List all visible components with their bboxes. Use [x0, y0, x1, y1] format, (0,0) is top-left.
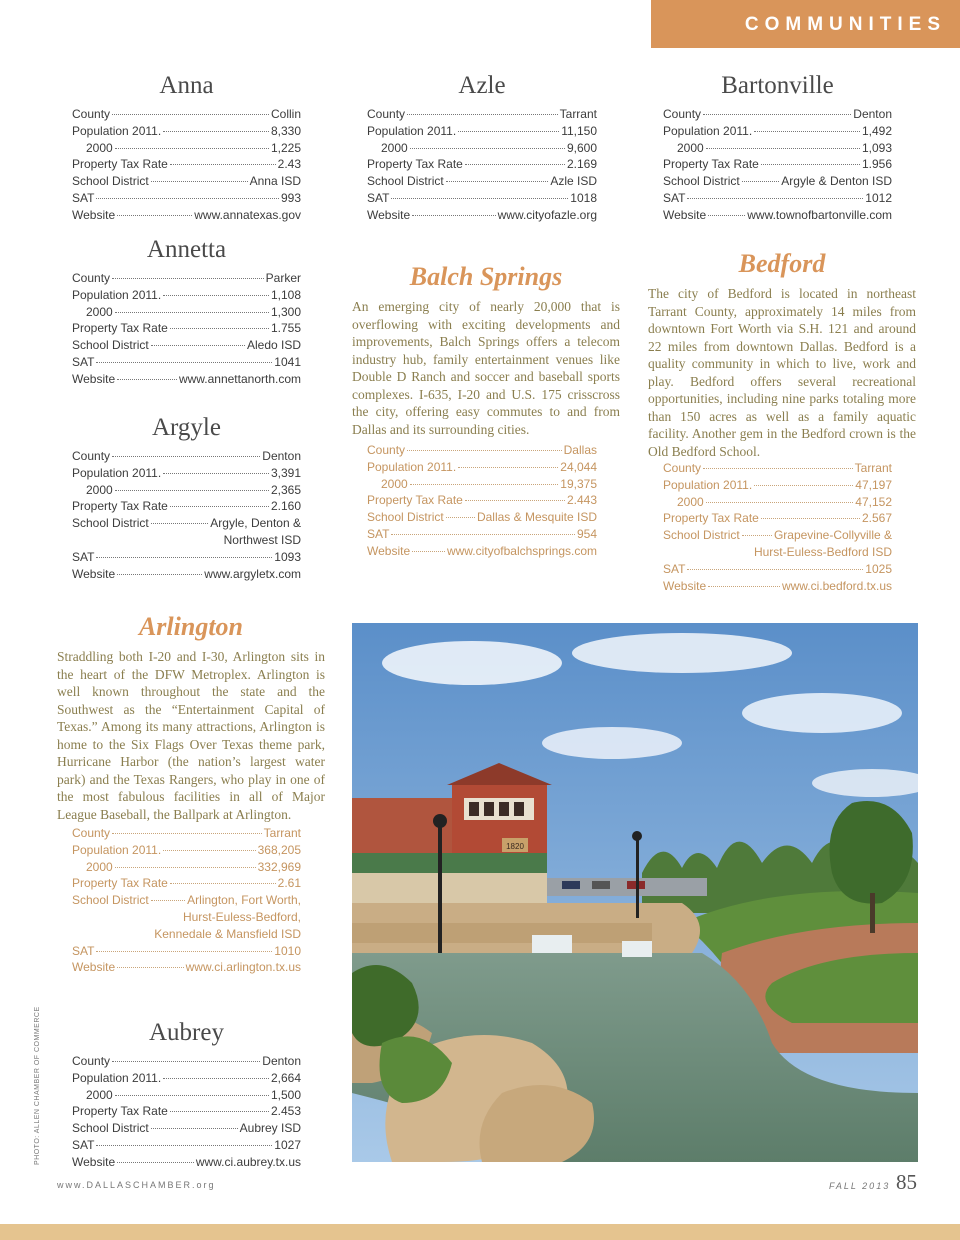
- fact-row: [367, 492, 597, 509]
- fact-value: 8,330: [270, 123, 301, 138]
- dot-leader: [412, 215, 495, 216]
- fact-value: Denton: [262, 449, 301, 463]
- dot-leader: [151, 345, 245, 346]
- fact-row: [72, 190, 301, 207]
- facts-list: [72, 106, 301, 224]
- fact-value: Aledo ISD: [246, 338, 301, 353]
- fact-value: www.cityofazle.org: [497, 207, 597, 222]
- dot-leader: [112, 278, 264, 279]
- fact-value-continued: Northwest ISD: [223, 532, 301, 547]
- fact-value: 2.169: [566, 157, 597, 172]
- fact-value: www.ci.bedford.tx.us: [781, 578, 892, 593]
- fact-label: Website: [367, 207, 411, 222]
- fact-label: 2000: [381, 140, 408, 155]
- fact-label: Property Tax Rate: [663, 157, 759, 172]
- dot-leader: [708, 215, 745, 216]
- photo-credit: PHOTO: ALLEN CHAMBER OF COMMERCE: [34, 1006, 41, 1165]
- dot-leader: [115, 312, 269, 313]
- dot-leader: [170, 506, 269, 507]
- dot-leader: [687, 569, 863, 570]
- dot-leader: [754, 485, 853, 486]
- fact-row: [72, 270, 301, 287]
- fact-value: Tarrant: [559, 107, 597, 121]
- fact-row: [663, 460, 892, 477]
- dot-leader: [96, 951, 272, 952]
- fact-value: Denton: [262, 1054, 301, 1068]
- fact-label: 2000: [86, 859, 113, 874]
- community-title: Aubrey: [149, 1019, 224, 1046]
- facts-list: [663, 460, 892, 594]
- fact-row: [72, 549, 301, 566]
- fact-row: [367, 123, 597, 140]
- fact-value: www.annatexas.gov: [194, 207, 301, 222]
- fact-row: [72, 515, 301, 532]
- fact-row: [663, 207, 892, 224]
- dot-leader: [96, 557, 272, 558]
- dot-leader: [112, 1061, 260, 1062]
- fact-label: Property Tax Rate: [367, 493, 463, 508]
- fact-label: Population 2011.: [663, 477, 753, 492]
- community-annetta: [72, 236, 301, 388]
- fact-label: Property Tax Rate: [72, 1104, 168, 1119]
- fact-value-continued: Hurst-Euless-Bedford ISD: [753, 544, 892, 559]
- fact-label: Website: [72, 960, 116, 975]
- fact-row: [367, 476, 597, 493]
- dot-leader: [151, 181, 248, 182]
- fact-value: Aubrey ISD: [239, 1121, 301, 1136]
- fact-row: [367, 106, 597, 123]
- footer-url: www.DALLASCHAMBER.org: [57, 1180, 216, 1190]
- fact-row: [72, 566, 301, 583]
- fact-label: County: [663, 461, 702, 475]
- community-title: Annetta: [146, 236, 227, 263]
- fact-label: Website: [663, 578, 707, 593]
- fact-row: [367, 207, 597, 224]
- facts-list: [72, 270, 301, 388]
- dot-leader: [170, 1111, 269, 1112]
- fact-value: 1025: [865, 561, 892, 576]
- fact-row: [72, 320, 301, 337]
- fact-row: [367, 140, 597, 157]
- fact-value: 47,152: [855, 494, 892, 509]
- fact-value: 954: [576, 526, 597, 541]
- fact-label: SAT: [367, 190, 390, 205]
- fact-value: Anna ISD: [249, 174, 301, 189]
- fact-value: 1,492: [861, 123, 892, 138]
- fact-value: 2.443: [566, 493, 597, 508]
- fact-label: Population 2011.: [72, 842, 162, 857]
- dot-leader: [407, 114, 558, 115]
- dot-leader: [708, 586, 780, 587]
- fact-label: Property Tax Rate: [367, 157, 463, 172]
- fact-row: [72, 825, 301, 842]
- fact-row: [663, 494, 892, 511]
- fact-value: Grapevine-Collyville &: [773, 528, 892, 543]
- dot-leader: [117, 215, 192, 216]
- dot-leader: [96, 198, 279, 199]
- fact-label: Property Tax Rate: [663, 511, 759, 526]
- fact-label: SAT: [72, 943, 95, 958]
- fact-row: [72, 287, 301, 304]
- fact-label: 2000: [677, 494, 704, 509]
- fact-value: Denton: [853, 107, 892, 121]
- fact-value: 1010: [274, 943, 301, 958]
- dot-leader: [117, 574, 202, 575]
- dot-leader: [151, 523, 209, 524]
- fact-row: [367, 526, 597, 543]
- community-arlington: [57, 612, 325, 976]
- fact-row: [72, 354, 301, 371]
- fact-row: [367, 509, 597, 526]
- fact-value: 47,197: [855, 477, 892, 492]
- community-description: The city of Bedford is located in northeast Tarrant County, approximately 14 miles from downtown Fort Worth via S.H. 121 and around 22 miles from downtown Dallas. Bedford is a quality community in which to live, work and play. Bedford offers several recreational opportunities, including nine parks totaling more than 150 acres as well as a family aquatic facility. Another gem in the Bedford crown is the Old Bedford School.: [648, 286, 916, 459]
- fact-row: [663, 140, 892, 157]
- fact-label: Website: [72, 207, 116, 222]
- fact-row: [72, 1120, 301, 1137]
- footer-issue: FALL 2013: [829, 1181, 891, 1191]
- fact-label: Population 2011.: [367, 123, 457, 138]
- fact-label: SAT: [72, 190, 95, 205]
- fact-label: County: [367, 107, 406, 121]
- fact-value: Arlington, Fort Worth,: [187, 893, 301, 908]
- fact-row: [663, 544, 892, 561]
- dot-leader: [112, 114, 269, 115]
- fact-row: [72, 959, 301, 976]
- building-sign: 1820: [506, 842, 524, 851]
- facts-list: [367, 106, 597, 224]
- fact-value: 332,969: [257, 859, 301, 874]
- dot-leader: [117, 967, 183, 968]
- dot-leader: [163, 473, 269, 474]
- fact-value: 368,205: [257, 842, 301, 857]
- fact-label: Website: [367, 543, 411, 558]
- community-description: An emerging city of nearly 20,000 that is overflowing with exciting developments and improvements, Balch Springs offers a telecom industry hub, family entertainment venues like Double D Ranch and soccer and baseball sports complexes. I-635, I-20 and U.S. 175 crisscross the city, offering easy commutes to and from Dallas and its surrounding cities.: [352, 299, 620, 437]
- fact-row: [72, 207, 301, 224]
- dot-leader: [115, 148, 269, 149]
- fact-value: Collin: [270, 107, 301, 121]
- fact-label: School District: [367, 510, 444, 525]
- fact-label: School District: [663, 174, 740, 189]
- community-balch-springs: [352, 262, 620, 560]
- fact-value: www.cityofbalchsprings.com: [446, 543, 597, 558]
- dot-leader: [761, 518, 860, 519]
- fact-row: [367, 459, 597, 476]
- fact-label: 2000: [86, 140, 113, 155]
- fact-row: [72, 337, 301, 354]
- dot-leader: [163, 1078, 269, 1079]
- fact-value: Dallas: [563, 443, 597, 457]
- fact-label: County: [72, 271, 111, 285]
- fact-row: [72, 371, 301, 388]
- fact-label: Website: [72, 566, 116, 581]
- fact-row: [72, 1103, 301, 1120]
- community-title: Bedford: [738, 249, 826, 278]
- page-number: 85: [896, 1170, 917, 1194]
- fact-row: [663, 527, 892, 544]
- fact-label: Website: [663, 207, 707, 222]
- fact-value: Tarrant: [263, 826, 301, 840]
- dot-leader: [706, 502, 854, 503]
- fact-label: Population 2011.: [72, 287, 162, 302]
- dot-leader: [170, 164, 276, 165]
- dot-leader: [115, 867, 256, 868]
- dot-leader: [410, 148, 565, 149]
- community-aubrey: [72, 1019, 301, 1171]
- fact-label: School District: [72, 516, 149, 531]
- fact-row: [72, 106, 301, 123]
- fact-label: 2000: [86, 1087, 113, 1102]
- fact-row: [72, 943, 301, 960]
- dot-leader: [687, 198, 863, 199]
- dot-leader: [742, 535, 772, 536]
- dot-leader: [391, 534, 575, 535]
- fact-label: County: [663, 107, 702, 121]
- fact-label: SAT: [367, 526, 390, 541]
- fact-label: 2000: [381, 476, 408, 491]
- dot-leader: [465, 500, 565, 501]
- community-title: Anna: [159, 72, 214, 99]
- fact-label: Property Tax Rate: [72, 876, 168, 891]
- dot-leader: [115, 490, 269, 491]
- dot-leader: [163, 131, 269, 132]
- dot-leader: [761, 164, 860, 165]
- fact-label: Website: [72, 1154, 116, 1169]
- community-argyle: [72, 414, 301, 582]
- fact-value: 2,664: [270, 1070, 301, 1085]
- fact-value: Azle ISD: [550, 174, 597, 189]
- fact-value: 1018: [570, 190, 597, 205]
- fact-label: County: [72, 826, 111, 840]
- fact-row: [72, 498, 301, 515]
- fact-row: [72, 123, 301, 140]
- fact-value: 1,108: [270, 287, 301, 302]
- fact-value: 9,600: [566, 140, 597, 155]
- fact-row: [663, 156, 892, 173]
- fact-row: [72, 859, 301, 876]
- dot-leader: [703, 114, 851, 115]
- fact-label: School District: [72, 893, 149, 908]
- community-description: Straddling both I-20 and I-30, Arlington sits in the heart of the DFW Metroplex. Arlington is well known throughout the state and the Southwest as the “Entertainment Capital of Texas.” Among its many attractions, Arlington is home to the Six Flags Over Texas theme park, Hurricane Harbor (the nation’s largest water park) and the Texas Rangers, who play in one of the most fabulous facilities in all of Major League Baseball, the Ballpark at Arlington.: [57, 649, 325, 822]
- fact-row: [72, 140, 301, 157]
- fact-row: [72, 1137, 301, 1154]
- fact-label: 2000: [86, 304, 113, 319]
- fact-row: [72, 926, 301, 943]
- dot-leader: [96, 362, 272, 363]
- facts-list: [72, 1053, 301, 1171]
- fact-row: [72, 465, 301, 482]
- fact-label: Property Tax Rate: [72, 157, 168, 172]
- community-bartonville: [663, 72, 892, 224]
- dot-leader: [391, 198, 568, 199]
- fact-label: Population 2011.: [72, 465, 162, 480]
- dot-leader: [754, 131, 860, 132]
- dot-leader: [458, 131, 559, 132]
- dot-leader: [112, 456, 260, 457]
- fact-label: SAT: [72, 549, 95, 564]
- community-title: Azle: [458, 72, 506, 99]
- fact-label: SAT: [663, 561, 686, 576]
- fact-label: SAT: [72, 354, 95, 369]
- dot-leader: [115, 1095, 269, 1096]
- dot-leader: [170, 883, 276, 884]
- fact-row: [72, 875, 301, 892]
- dot-leader: [112, 833, 262, 834]
- fact-label: County: [72, 107, 111, 121]
- facts-list: [663, 106, 892, 224]
- fact-label: School District: [72, 1121, 149, 1136]
- community-title: Balch Springs: [409, 262, 563, 291]
- fact-label: Population 2011.: [367, 459, 457, 474]
- section-header-tab: COMMUNITIES: [651, 0, 960, 48]
- fact-row: [367, 190, 597, 207]
- fact-label: Property Tax Rate: [72, 499, 168, 514]
- fact-label: School District: [367, 174, 444, 189]
- community-title: Argyle: [152, 414, 221, 441]
- fact-value: 1041: [274, 354, 301, 369]
- fact-value: 993: [280, 190, 301, 205]
- fact-value: 1,300: [270, 304, 301, 319]
- fact-value: Tarrant: [854, 461, 892, 475]
- park-scene-illustration: [352, 623, 918, 1162]
- facts-list: [72, 448, 301, 582]
- fact-row: [663, 510, 892, 527]
- fact-value: 1027: [274, 1137, 301, 1152]
- fact-value: www.townofbartonville.com: [747, 207, 892, 222]
- fact-label: School District: [72, 174, 149, 189]
- fact-value: www.ci.arlington.tx.us: [185, 960, 301, 975]
- fact-row: [663, 173, 892, 190]
- dot-leader: [117, 379, 177, 380]
- dot-leader: [412, 551, 445, 552]
- fact-row: [663, 106, 892, 123]
- dot-leader: [446, 181, 549, 182]
- dot-leader: [706, 148, 860, 149]
- fact-value: 1,093: [861, 140, 892, 155]
- fact-value: 1,225: [270, 140, 301, 155]
- fact-label: Population 2011.: [663, 123, 753, 138]
- fact-value: www.ci.aubrey.tx.us: [195, 1154, 301, 1169]
- fact-label: School District: [72, 338, 149, 353]
- fact-row: [72, 173, 301, 190]
- fact-value: www.annettanorth.com: [178, 371, 301, 386]
- fact-row: [72, 1053, 301, 1070]
- fact-row: [72, 532, 301, 549]
- fact-value: 1.956: [861, 157, 892, 172]
- fact-value: 2.453: [270, 1104, 301, 1119]
- dot-leader: [407, 450, 562, 451]
- facts-list: [367, 442, 597, 560]
- fact-value: Dallas & Mesquite ISD: [476, 510, 597, 525]
- fact-value: 2.160: [270, 499, 301, 514]
- bottom-color-band: [0, 1224, 960, 1240]
- fact-row: [72, 304, 301, 321]
- fact-value: Argyle, Denton &: [210, 516, 301, 531]
- fact-value: 2,365: [270, 482, 301, 497]
- fact-row: [72, 448, 301, 465]
- fact-value: 2.43: [277, 157, 301, 172]
- dot-leader: [151, 900, 185, 901]
- community-azle: [367, 72, 597, 224]
- community-title: Arlington: [138, 612, 244, 641]
- fact-row: [367, 173, 597, 190]
- fact-label: Population 2011.: [72, 1070, 162, 1085]
- facts-list: [72, 825, 301, 976]
- fact-label: County: [72, 449, 111, 463]
- dot-leader: [446, 517, 475, 518]
- dot-leader: [465, 164, 565, 165]
- fact-row: [72, 156, 301, 173]
- fact-label: Population 2011.: [72, 123, 162, 138]
- community-anna: [72, 72, 301, 224]
- fact-label: County: [367, 443, 406, 457]
- fact-value-continued: Kennedale & Mansfield ISD: [154, 926, 301, 941]
- dot-leader: [170, 328, 269, 329]
- fact-value: 2.567: [861, 511, 892, 526]
- fact-row: [663, 578, 892, 595]
- dot-leader: [703, 468, 853, 469]
- fact-value: Argyle & Denton ISD: [781, 174, 892, 189]
- fact-row: [72, 482, 301, 499]
- fact-value: Parker: [265, 271, 301, 285]
- fact-row: [663, 561, 892, 578]
- fact-row: [663, 477, 892, 494]
- fact-value: 3,391: [270, 465, 301, 480]
- fact-row: [663, 123, 892, 140]
- dot-leader: [458, 467, 558, 468]
- fact-value: www.argyletx.com: [204, 566, 301, 581]
- fact-row: [72, 1087, 301, 1104]
- fact-label: SAT: [72, 1137, 95, 1152]
- dot-leader: [96, 1145, 272, 1146]
- fact-label: County: [72, 1054, 111, 1068]
- dot-leader: [163, 850, 255, 851]
- fact-label: SAT: [663, 190, 686, 205]
- community-title: Bartonville: [721, 72, 834, 99]
- dot-leader: [117, 1162, 194, 1163]
- fact-value: 24,044: [560, 459, 597, 474]
- fact-row: [663, 190, 892, 207]
- dot-leader: [151, 1128, 238, 1129]
- fact-row: [367, 442, 597, 459]
- fact-value: 1,500: [270, 1087, 301, 1102]
- fact-label: Property Tax Rate: [72, 321, 168, 336]
- fact-row: [72, 1154, 301, 1171]
- park-photo: [352, 623, 918, 1162]
- fact-value-continued: Hurst-Euless-Bedford,: [182, 909, 301, 924]
- fact-row: [72, 1070, 301, 1087]
- dot-leader: [163, 295, 269, 296]
- fact-row: [72, 842, 301, 859]
- fact-row: [367, 156, 597, 173]
- fact-row: [72, 909, 301, 926]
- fact-row: [72, 892, 301, 909]
- fact-label: 2000: [86, 482, 113, 497]
- fact-value: 1093: [274, 549, 301, 564]
- fact-label: 2000: [677, 140, 704, 155]
- fact-value: 19,375: [560, 476, 597, 491]
- dot-leader: [410, 484, 559, 485]
- dot-leader: [742, 181, 780, 182]
- fact-value: 11,150: [561, 123, 597, 138]
- fact-value: 1.755: [270, 321, 301, 336]
- fact-value: 1012: [865, 190, 892, 205]
- fact-value: 2.61: [277, 876, 301, 891]
- fact-label: Website: [72, 371, 116, 386]
- community-bedford: [648, 249, 916, 594]
- fact-row: [367, 543, 597, 560]
- fact-label: School District: [663, 528, 740, 543]
